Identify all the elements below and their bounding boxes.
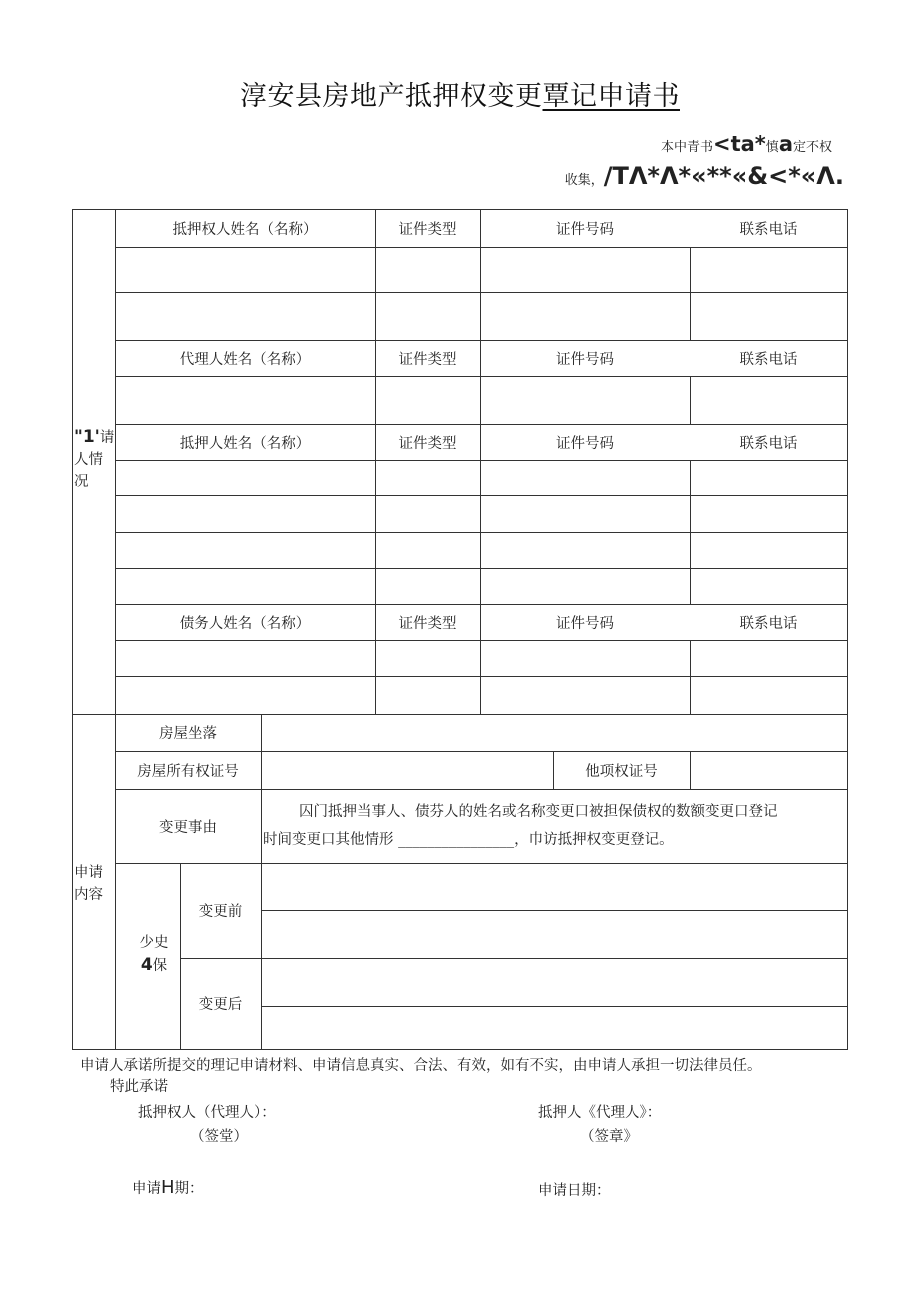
signature-mortgagee: 抵押权人（代理人）： xyxy=(138,1105,276,1121)
header-id-number: 证件号码 xyxy=(556,435,614,452)
page-title: 淳安县房地产抵押权变更覃记申请书 xyxy=(240,81,680,112)
header-phone: 联系电话 xyxy=(739,351,798,368)
header-debtor-name: 债务人姓名（名称） xyxy=(179,615,311,632)
header-mortgagee-name: 抵押权人姓名（名称） xyxy=(172,221,318,238)
label-change-reason: 变更事由 xyxy=(159,819,217,836)
header-phone: 联系电话 xyxy=(739,615,798,632)
header-phone: 联系电话 xyxy=(739,221,798,238)
label-after-change: 变更后 xyxy=(198,997,243,1013)
label-other-right-cert: 他项权证号 xyxy=(585,763,658,780)
header-id-type: 证件类型 xyxy=(398,221,457,238)
section-applicant-info: "1'请人情况 xyxy=(74,427,115,490)
section-change-detail: 少史 4保 xyxy=(139,935,169,975)
header-id-number: 证件号码 xyxy=(556,221,614,238)
header-id-type: 证件类型 xyxy=(398,351,457,368)
applicant-promise: 申请人承诺所提交的理记申请材料、申请信息真实、合法、有效，如有不实，由申请人承担一切法律员任。 xyxy=(80,1058,762,1074)
header-id-number: 证件号码 xyxy=(556,351,614,368)
signature-mortgagor: 抵押人《代理人》： xyxy=(538,1105,662,1121)
label-house-location: 房屋坐落 xyxy=(159,726,217,742)
header-agent-name: 代理人姓名（名称） xyxy=(179,351,311,368)
notice-line-1: 本中青书<ta*慎a定不权 xyxy=(660,132,832,156)
application-date-left: 申请H期： xyxy=(132,1177,204,1198)
seal-mortgagee: （签堂） xyxy=(190,1129,248,1145)
header-id-type: 证件类型 xyxy=(398,435,457,452)
label-ownership-cert: 房屋所有权证号 xyxy=(137,763,239,780)
seal-mortgagor: （签章》 xyxy=(580,1129,638,1145)
header-id-number: 证件号码 xyxy=(556,615,614,632)
change-reason-text: 囚门抵押当事人、债芬人的姓名或名称变更口被担保债权的数额变更口登记 时间变更口其他情形 ________________，巾访抵押权变更登记。 xyxy=(263,804,778,848)
label-before-change: 变更前 xyxy=(198,904,243,920)
application-date-right: 申请日期： xyxy=(538,1183,611,1199)
header-mortgagor-name: 抵押人姓名（名称） xyxy=(179,435,311,452)
section-application-content: 申请内容 xyxy=(74,865,103,903)
header-id-type: 证件类型 xyxy=(398,615,457,632)
notice-line-2: 收集，/TΛ*Λ*«**«&<*«Λ. xyxy=(564,162,844,190)
header-phone: 联系电话 xyxy=(739,435,798,452)
promise-closing: 特此承诺 xyxy=(110,1079,168,1095)
